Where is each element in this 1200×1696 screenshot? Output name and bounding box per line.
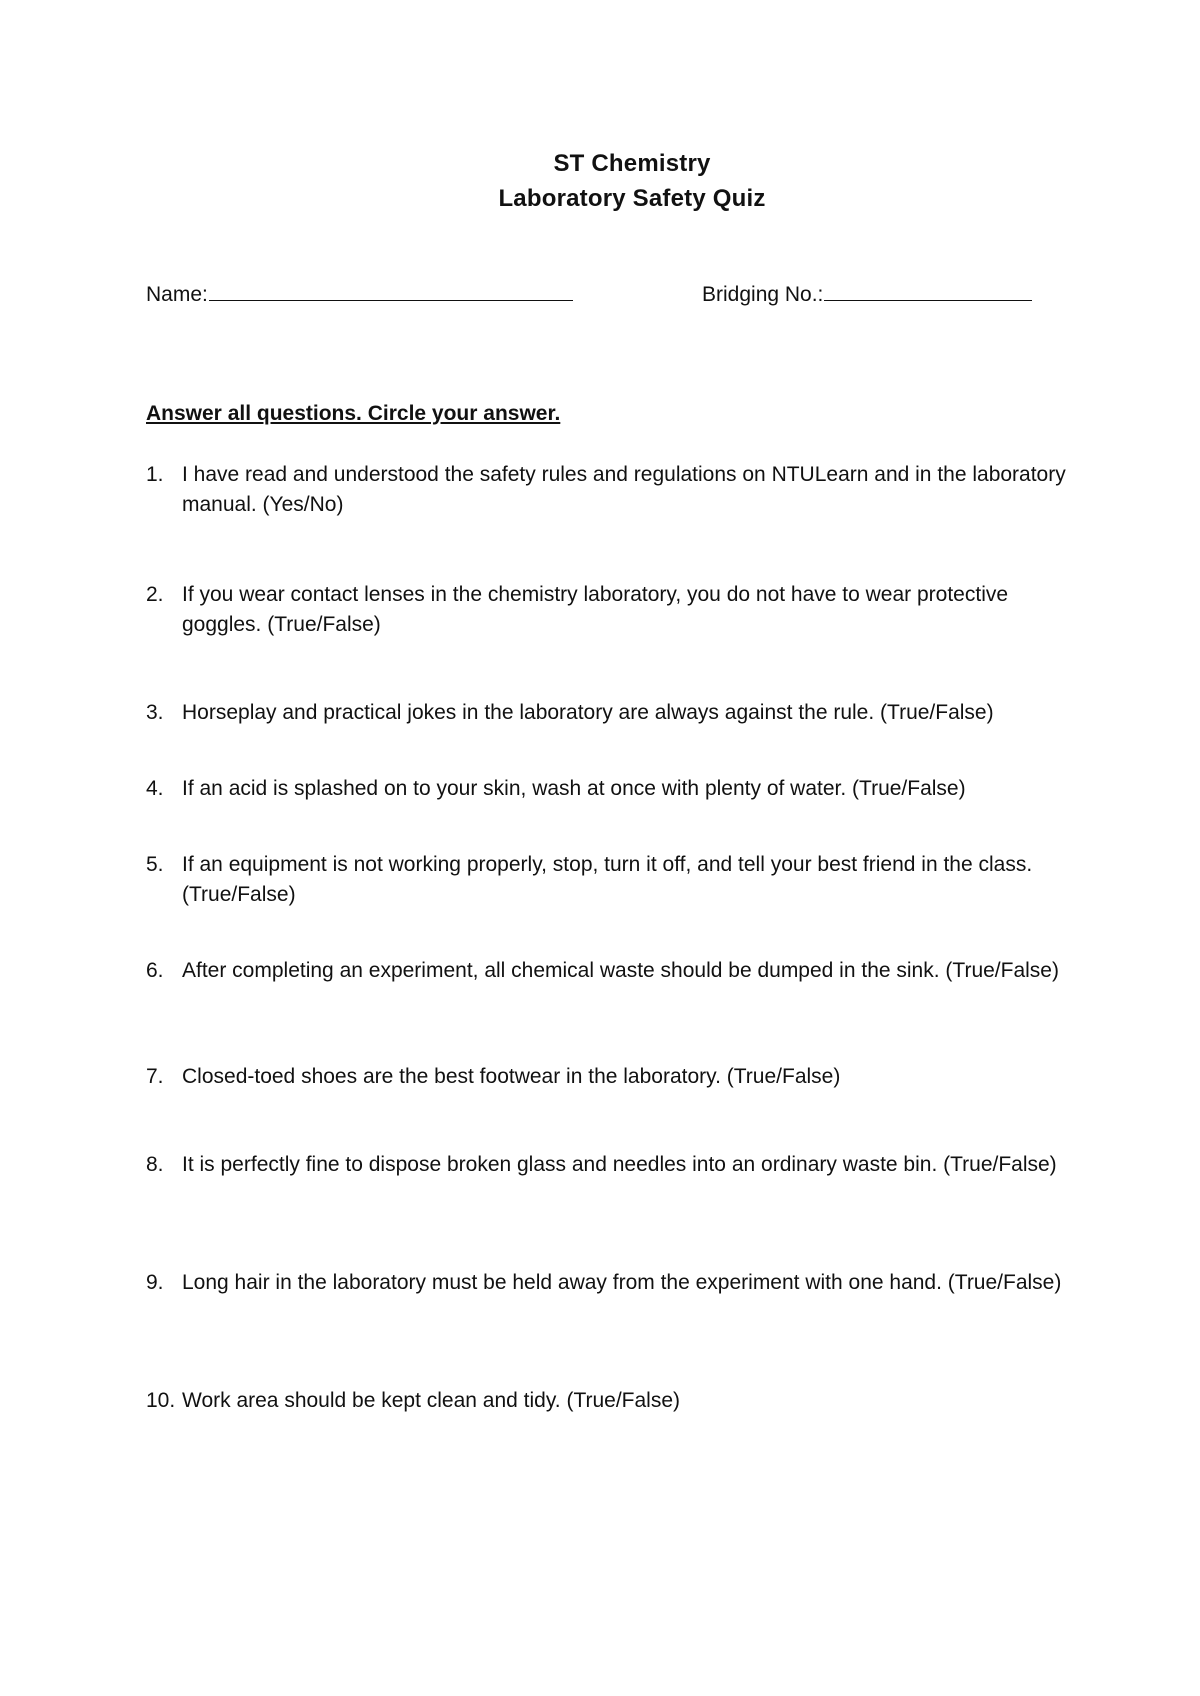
- bridging-number-label: Bridging No.:: [702, 283, 824, 306]
- title-block: [0, 146, 1200, 216]
- question-text: Long hair in the laboratory must be held away from the experiment with one hand. (True/False): [182, 1271, 1062, 1294]
- question-number: 9.: [146, 1271, 164, 1294]
- name-field[interactable]: [146, 280, 573, 309]
- question-text: If you wear contact lenses in the chemistry laboratory, you do not have to wear protective goggles. (True/False): [182, 583, 1009, 636]
- question-item: [146, 1386, 1066, 1416]
- bridging-number-blank-line[interactable]: [824, 280, 1032, 301]
- question-item: [146, 460, 1066, 520]
- course-title: ST Chemistry: [553, 150, 711, 177]
- question-number: 1.: [146, 463, 164, 486]
- question-item: [146, 1062, 1066, 1092]
- question-item: [146, 580, 1066, 640]
- question-number: 6.: [146, 959, 164, 982]
- question-text: If an equipment is not working properly, stop, turn it off, and tell your best friend in the class. (True/False): [182, 853, 1033, 906]
- question-text: Closed-toed shoes are the best footwear in the laboratory. (True/False): [182, 1065, 841, 1088]
- question-number: 3.: [146, 701, 164, 724]
- question-item: [146, 956, 1066, 986]
- question-number: 4.: [146, 777, 164, 800]
- question-item: [146, 1150, 1066, 1180]
- question-number: 5.: [146, 853, 164, 876]
- question-item: [146, 850, 1066, 910]
- question-text: Work area should be kept clean and tidy. (True/False): [182, 1389, 681, 1412]
- name-label: Name:: [146, 283, 208, 306]
- question-item: [146, 1268, 1066, 1298]
- bridging-number-field[interactable]: [702, 280, 1032, 309]
- question-text: Horseplay and practical jokes in the laboratory are always against the rule. (True/False): [182, 701, 994, 724]
- question-text: After completing an experiment, all chemical waste should be dumped in the sink. (True/False): [182, 959, 1059, 982]
- quiz-title: Laboratory Safety Quiz: [498, 185, 766, 212]
- question-number: 8.: [146, 1153, 164, 1176]
- question-text: If an acid is splashed on to your skin, wash at once with plenty of water. (True/False): [182, 777, 966, 800]
- instruction-text: Answer all questions. Circle your answer.: [146, 402, 561, 425]
- question-number: 2.: [146, 583, 164, 606]
- question-number: 7.: [146, 1065, 164, 1088]
- question-text: I have read and understood the safety rules and regulations on NTULearn and in the laboratory manual. (Yes/No): [182, 463, 1066, 516]
- question-item: [146, 774, 1066, 804]
- question-text: It is perfectly fine to dispose broken glass and needles into an ordinary waste bin. (True/False): [182, 1153, 1057, 1176]
- question-item: [146, 698, 1066, 728]
- name-blank-line[interactable]: [209, 280, 573, 301]
- question-number: 10.: [146, 1389, 176, 1412]
